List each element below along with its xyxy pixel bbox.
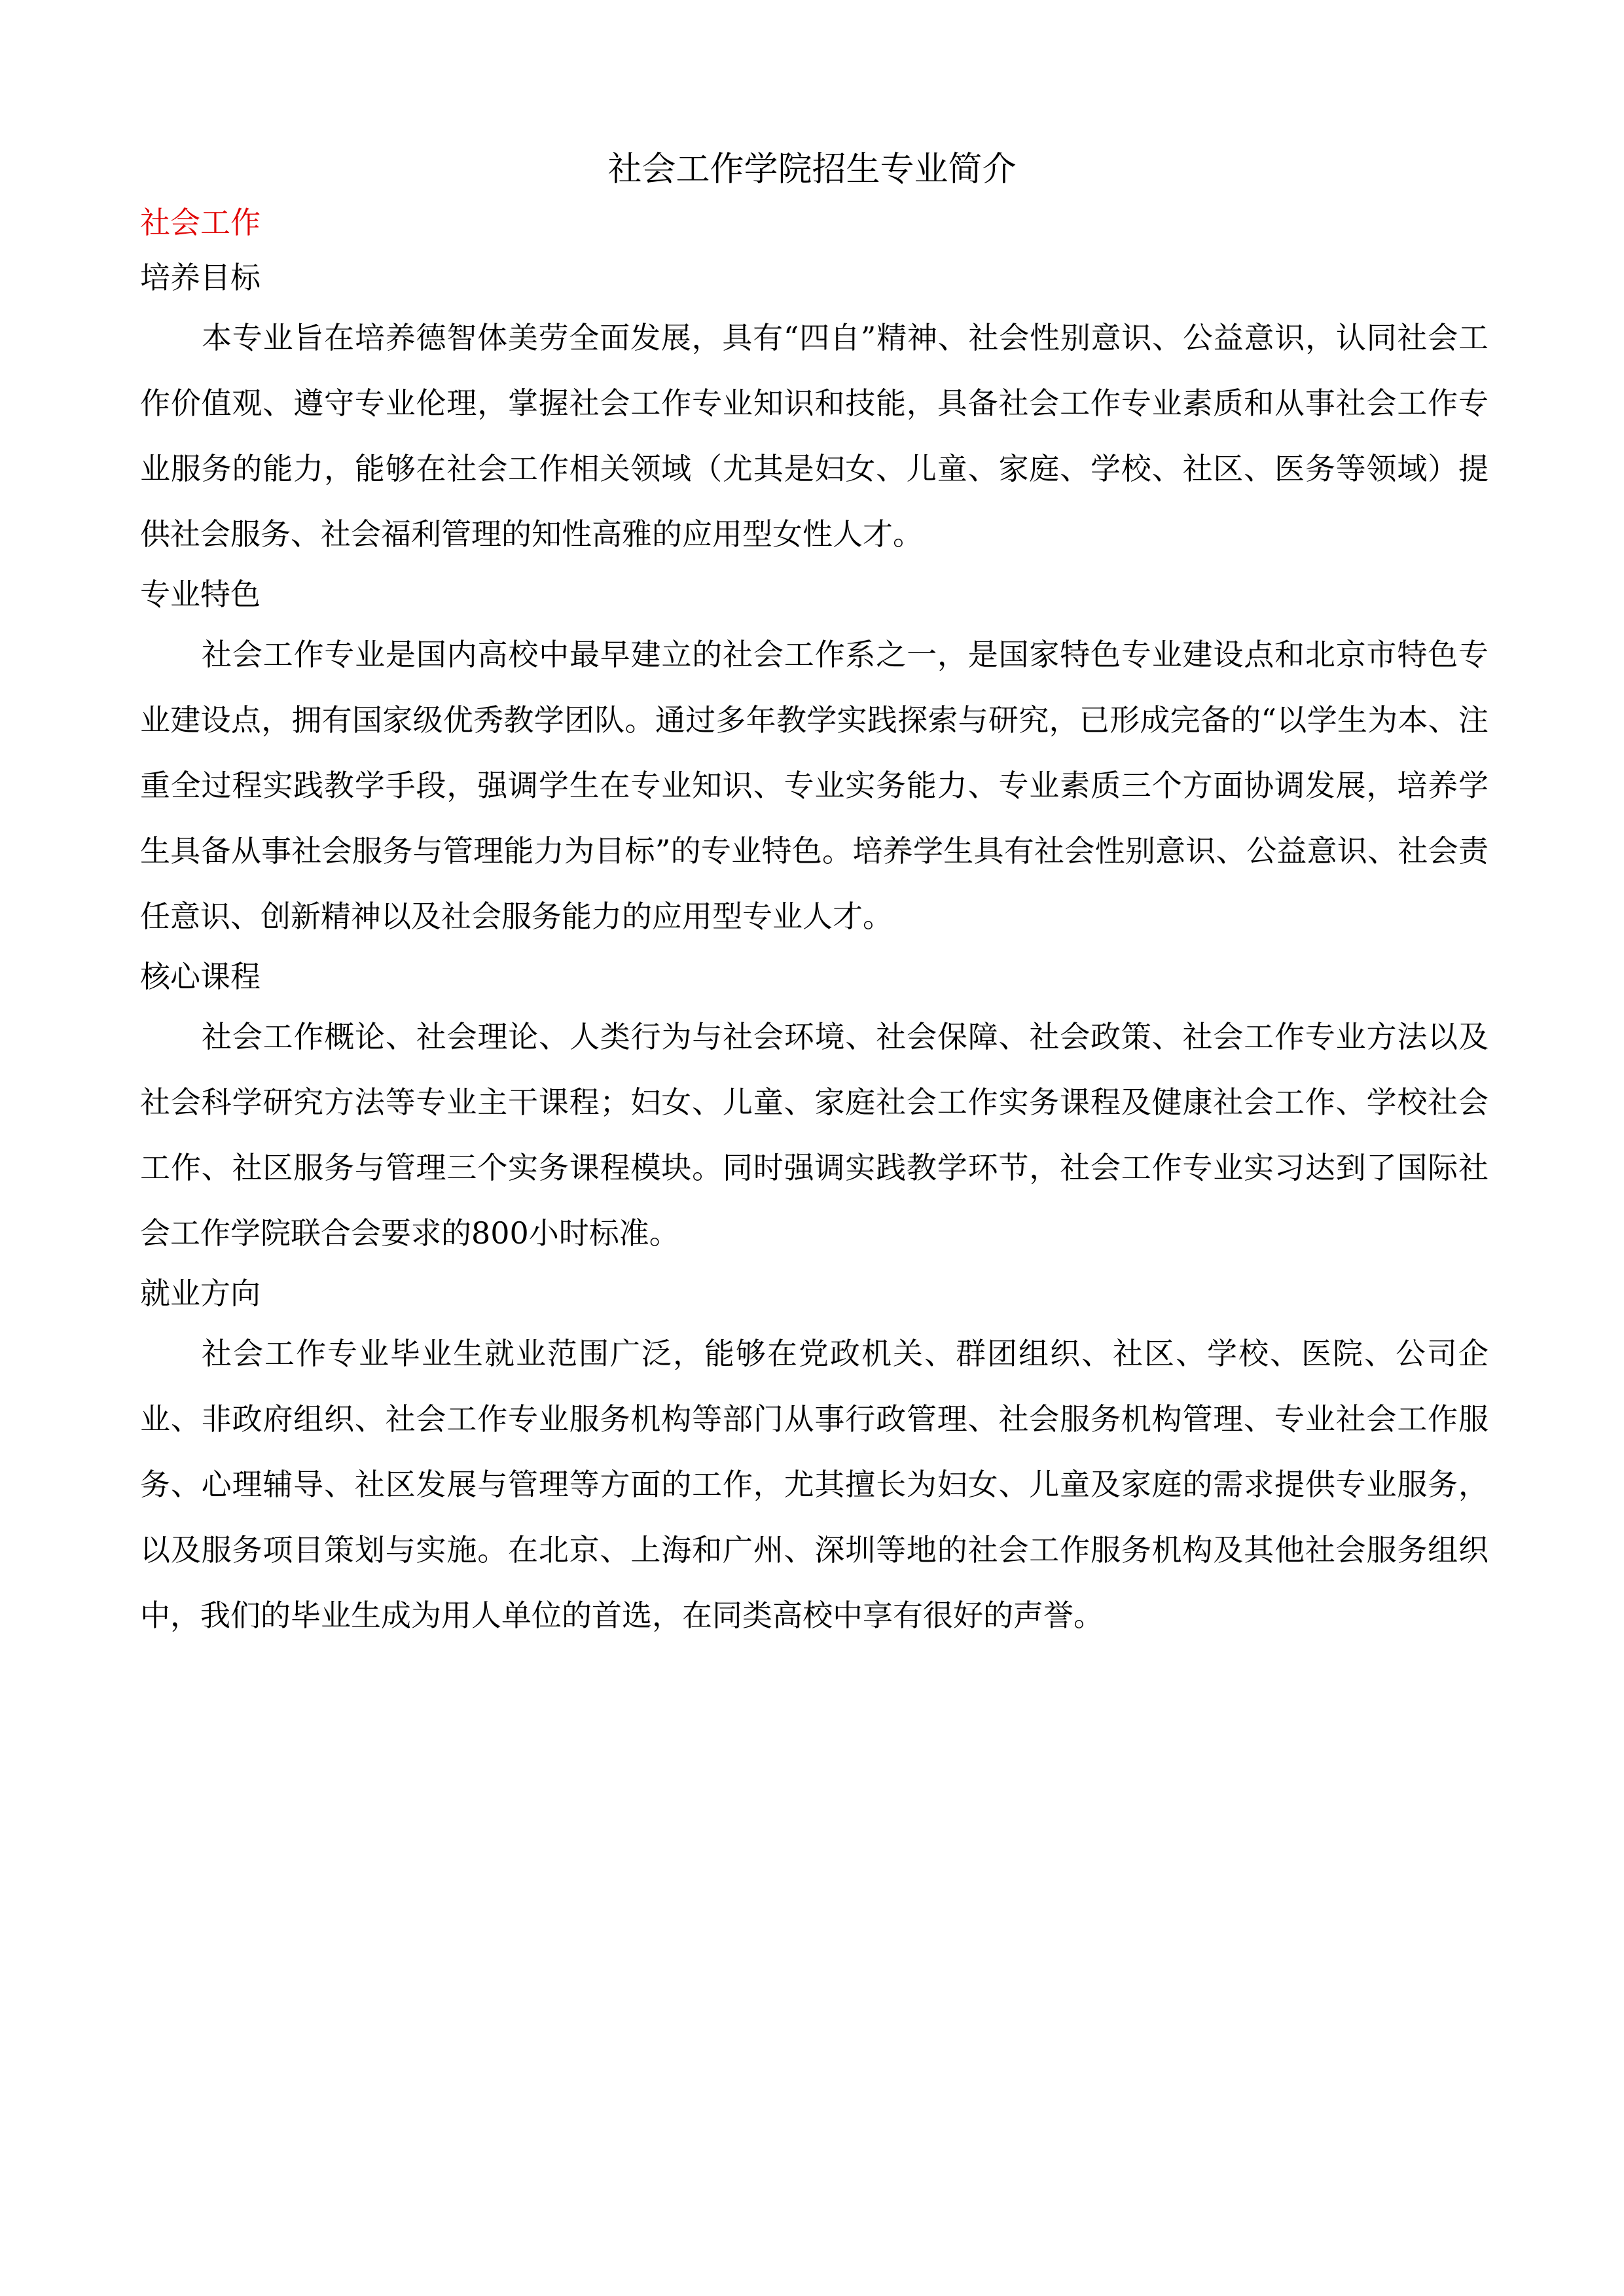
section-heading: 核心课程 — [140, 959, 261, 994]
section-heading: 专业特色 — [140, 577, 261, 612]
document-title: 社会工作学院招生专业简介 — [607, 150, 1017, 189]
section-career-directions — [140, 1266, 1489, 1648]
major-name: 社会工作 — [140, 205, 261, 240]
section-training-objectives — [140, 250, 1489, 567]
section-program-features — [140, 567, 1489, 949]
section-paragraph: 社会工作专业毕业生就业范围广泛，能够在党政机关、群团组织、社区、学校、医院、公司企业、非政府组织、社会工作专业服务机构等部门从事行政管理、社会服务机构管理、专业社会工作服务、心理辅导、社区发展与管理等方面的工作，尤其擅长为妇女、儿童及家庭的需求提供专业服务，以及服务项目策划与实施。在北京、上海和广州、深圳等地的社会工作服务机构及其他社会服务组织中，我们的毕业生成为用人单位的首选，在同类高校中享有很好的声誉。 — [140, 1336, 1489, 1633]
section-paragraph: 社会工作专业是国内高校中最早建立的社会工作系之一，是国家特色专业建设点和北京市特色专业建设点，拥有国家级优秀教学团队。通过多年教学实践探索与研究，已形成完备的“以学生为本、注重全过程实践教学手段，强调学生在专业知识、专业实务能力、专业素质三个方面协调发展，培养学生具备从事社会服务与管理能力为目标”的专业特色。培养学生具有社会性别意识、公益意识、社会责任意识、创新精神以及社会服务能力的应用型专业人才。 — [140, 637, 1489, 934]
section-paragraph: 本专业旨在培养德智体美劳全面发展，具有“四自”精神、社会性别意识、公益意识，认同社会工作价值观、遵守专业伦理，掌握社会工作专业知识和技能，具备社会工作专业素质和从事社会工作专业服务的能力，能够在社会工作相关领域（尤其是妇女、儿童、家庭、学校、社区、医务等领域）提供社会服务、社会福利管理的知性高雅的应用型女性人才。 — [140, 320, 1489, 552]
section-paragraph: 社会工作概论、社会理论、人类行为与社会环境、社会保障、社会政策、社会工作专业方法以及社会科学研究方法等专业主干课程；妇女、儿童、家庭社会工作实务课程及健康社会工作、学校社会工作、社区服务与管理三个实务课程模块。同时强调实践教学环节，社会工作专业实习达到了国际社会工作学院联合会要求的800小时标准。 — [140, 1019, 1489, 1251]
section-heading: 就业方向 — [140, 1276, 261, 1311]
section-core-courses — [140, 949, 1489, 1266]
section-heading: 培养目标 — [140, 260, 261, 295]
document-body — [140, 195, 1489, 1648]
